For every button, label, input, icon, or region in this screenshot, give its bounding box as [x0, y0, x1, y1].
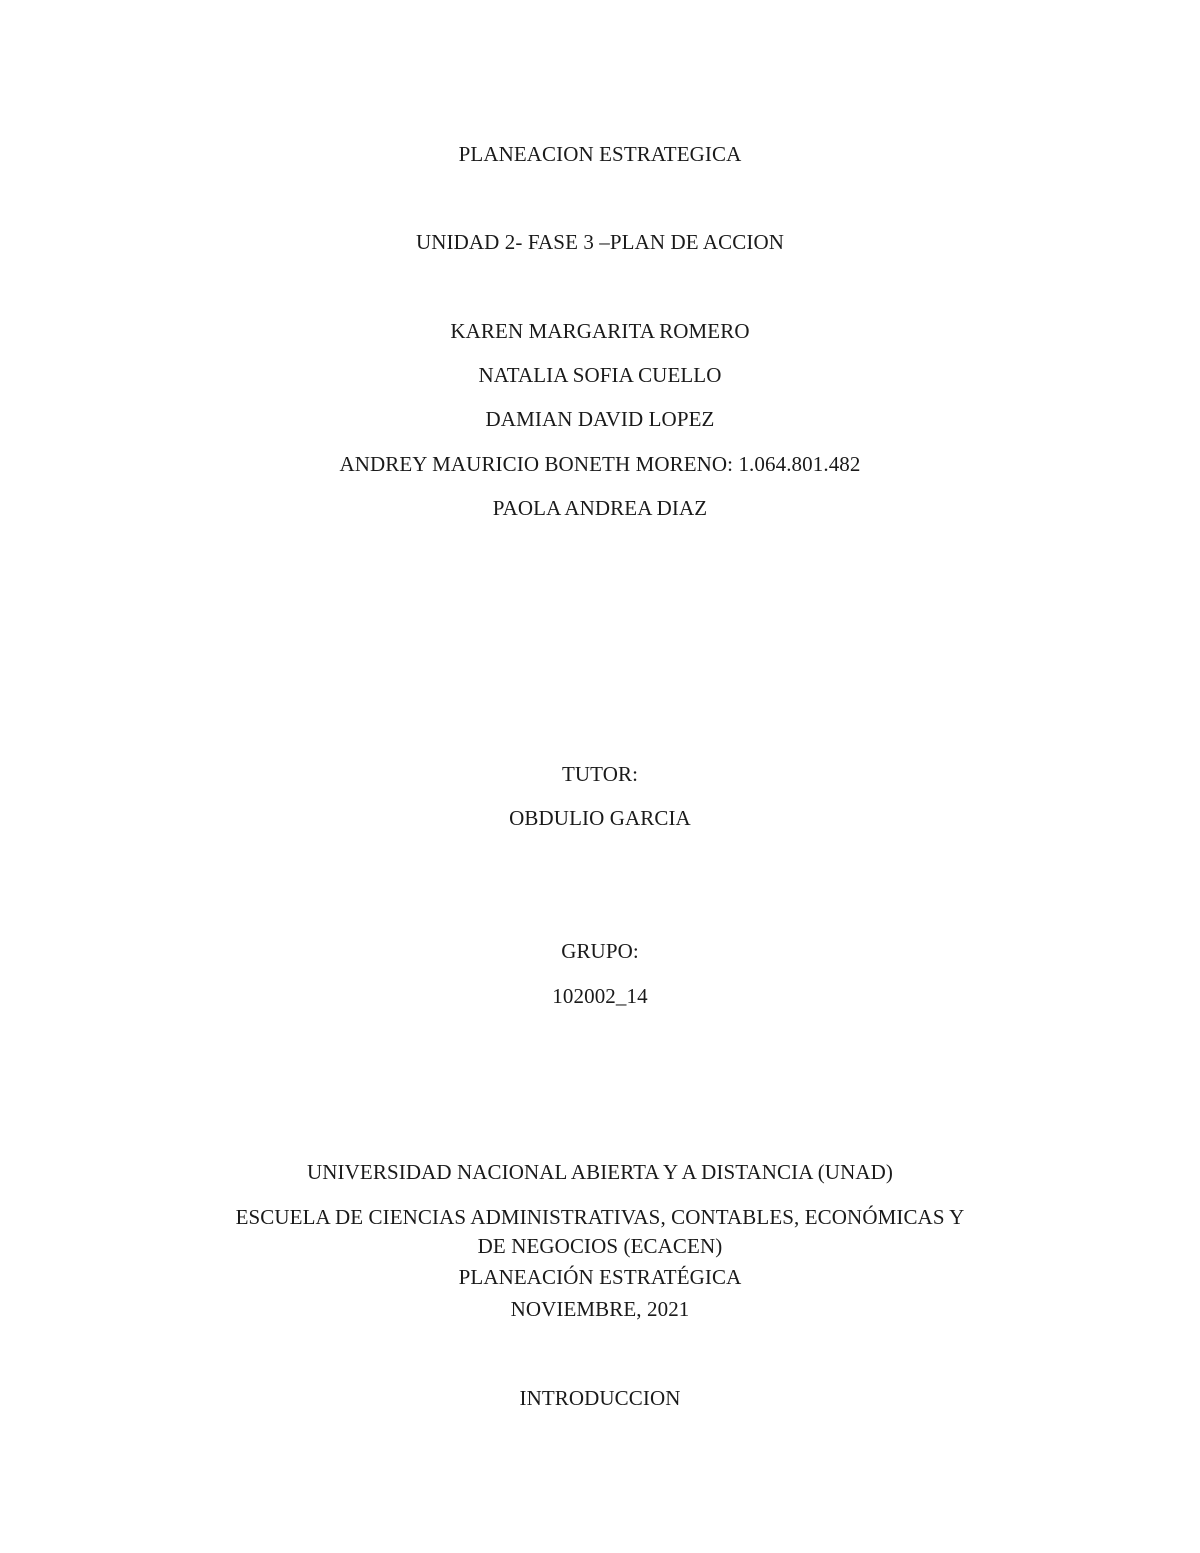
course-title: PLANEACION ESTRATEGICA	[458, 142, 742, 166]
course-name: PLANEACIÓN ESTRATÉGICA	[458, 1265, 742, 1289]
author-name: ANDREY MAURICIO BONETH MORENO: 1.064.801.482	[339, 452, 861, 476]
group-number: 102002_14	[552, 984, 648, 1008]
author-name: KAREN MARGARITA ROMERO	[450, 319, 750, 343]
group-label: GRUPO:	[561, 939, 639, 963]
section-heading: INTRODUCCION	[519, 1386, 681, 1410]
author-name: PAOLA ANDREA DIAZ	[492, 496, 708, 520]
tutor-name: OBDULIO GARCIA	[509, 806, 691, 830]
unit-title: UNIDAD 2- FASE 3 –PLAN DE ACCION	[416, 230, 784, 254]
school-name-line1: ESCUELA DE CIENCIAS ADMINISTRATIVAS, CONTABLES, ECONÓMICAS Y	[235, 1205, 965, 1229]
author-name: DAMIAN DAVID LOPEZ	[485, 407, 715, 431]
tutor-label: TUTOR:	[561, 762, 639, 786]
school-name-line2: DE NEGOCIOS (ECACEN)	[477, 1234, 723, 1258]
document-date: NOVIEMBRE, 2021	[510, 1297, 690, 1321]
author-name: NATALIA SOFIA CUELLO	[478, 363, 722, 387]
university-name: UNIVERSIDAD NACIONAL ABIERTA Y A DISTANCIA (UNAD)	[307, 1160, 893, 1184]
